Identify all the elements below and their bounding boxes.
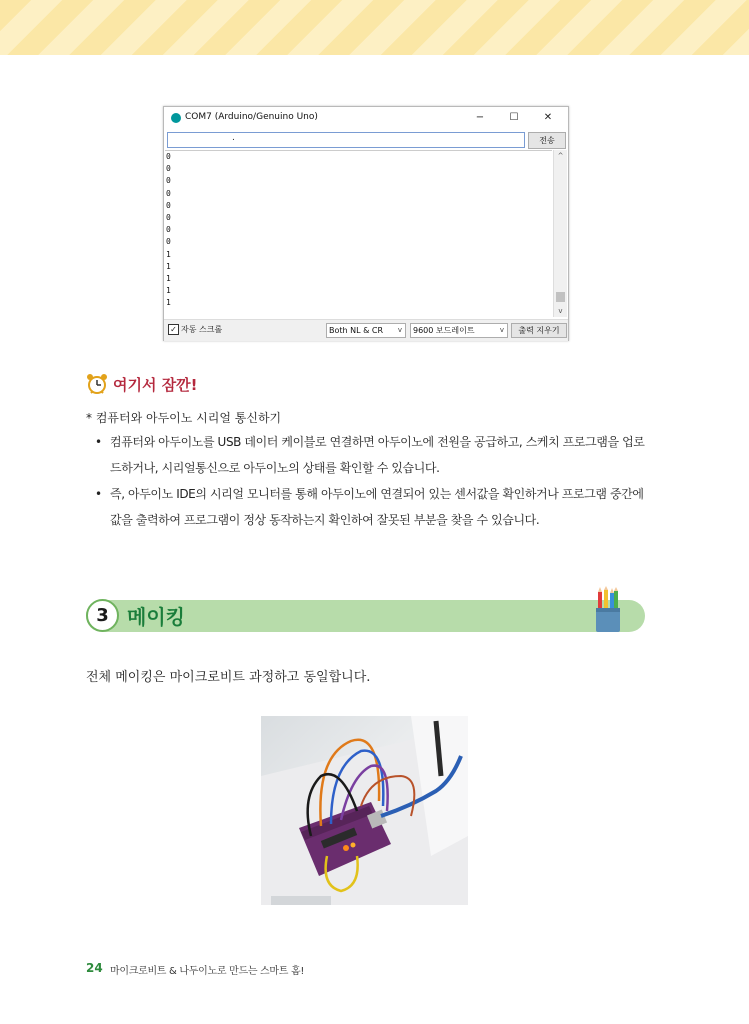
scroll-down-arrow-icon[interactable]: v bbox=[558, 307, 563, 315]
serial-input-value: . bbox=[232, 133, 235, 143]
serial-input-field[interactable] bbox=[167, 132, 525, 148]
window-title: COM7 (Arduino/Genuino Uno) bbox=[185, 112, 318, 122]
output-line: 0 bbox=[166, 212, 171, 222]
chevron-down-icon: v bbox=[397, 326, 402, 334]
section-number: 3 bbox=[86, 599, 119, 632]
output-line: 1 bbox=[166, 298, 171, 308]
alarm-clock-icon bbox=[86, 373, 108, 395]
note-bullet-text: 즉, 아두이노 IDE의 시리얼 모니터를 통해 아두이노에 연결되어 있는 센서값을 확인하거나 프로그램 중간에 값을 출력하여 프로그램이 정상 동작하는지 확인하여 잘못된 부분을 찾을 수 있습니다. bbox=[110, 487, 644, 527]
page-number: 24 bbox=[86, 961, 103, 975]
scroll-up-arrow-icon[interactable]: ^ bbox=[557, 152, 564, 160]
maximize-button[interactable]: ☐ bbox=[509, 112, 519, 123]
output-line: 0 bbox=[166, 176, 171, 186]
output-line: 0 bbox=[166, 164, 171, 174]
output-line: 1 bbox=[166, 249, 171, 259]
clear-output-button[interactable]: 출력 지우기 bbox=[511, 323, 567, 338]
send-button[interactable]: 전송 bbox=[528, 132, 566, 149]
serial-monitor-window bbox=[163, 106, 569, 341]
footer-book-title: 마이크로비트 & 나두이노로 만드는 스마트 홈! bbox=[110, 966, 305, 977]
autoscroll-label: 자동 스크롤 bbox=[181, 325, 223, 334]
serial-output-area[interactable] bbox=[165, 150, 552, 318]
output-line: 0 bbox=[166, 152, 171, 161]
output-line: 0 bbox=[166, 237, 171, 247]
note-title: 여기서 잠깐! bbox=[113, 376, 198, 394]
output-line: 0 bbox=[166, 188, 171, 198]
output-line: 0 bbox=[166, 200, 171, 210]
note-subtitle: * 컴퓨터와 아두이노 시리얼 통신하기 bbox=[86, 411, 282, 425]
body-paragraph: 전체 메이킹은 마이크로비트 과정하고 동일합니다. bbox=[86, 670, 371, 685]
serial-bottom-bar bbox=[164, 319, 568, 341]
output-line: 1 bbox=[166, 261, 171, 271]
note-bullet-text: 컴퓨터와 아두이노를 USB 데이터 케이블로 연결하면 아두이노에 전원을 공급하고, 스케치 프로그램을 업로드하거나, 시리얼통신으로 아두이노의 상태를 확인할 수 있습니다. bbox=[110, 435, 645, 475]
output-line: 0 bbox=[166, 225, 171, 235]
output-line: 1 bbox=[166, 273, 171, 283]
scroll-thumb[interactable] bbox=[556, 292, 565, 302]
line-ending-select[interactable] bbox=[326, 323, 406, 338]
baud-rate-value: 9600 보드레이트 bbox=[413, 326, 475, 335]
minimize-button[interactable]: − bbox=[475, 112, 485, 123]
output-line: 1 bbox=[166, 286, 171, 296]
output-scrollbar[interactable] bbox=[553, 150, 567, 317]
window-titlebar bbox=[164, 107, 568, 129]
autoscroll-checkbox[interactable]: ✓ bbox=[168, 324, 179, 335]
baud-rate-select[interactable] bbox=[410, 323, 508, 338]
bullet-icon: • bbox=[95, 435, 103, 449]
arduino-wiring-photo bbox=[261, 716, 468, 905]
bullet-icon: • bbox=[95, 487, 103, 501]
arduino-icon bbox=[171, 113, 181, 123]
pencil-cup-icon bbox=[593, 586, 623, 634]
top-banner bbox=[0, 0, 749, 55]
close-button[interactable]: ✕ bbox=[543, 112, 553, 123]
chevron-down-icon: v bbox=[499, 326, 504, 334]
line-ending-value: Both NL & CR bbox=[329, 326, 384, 335]
section-title: 메이킹 bbox=[127, 605, 185, 629]
